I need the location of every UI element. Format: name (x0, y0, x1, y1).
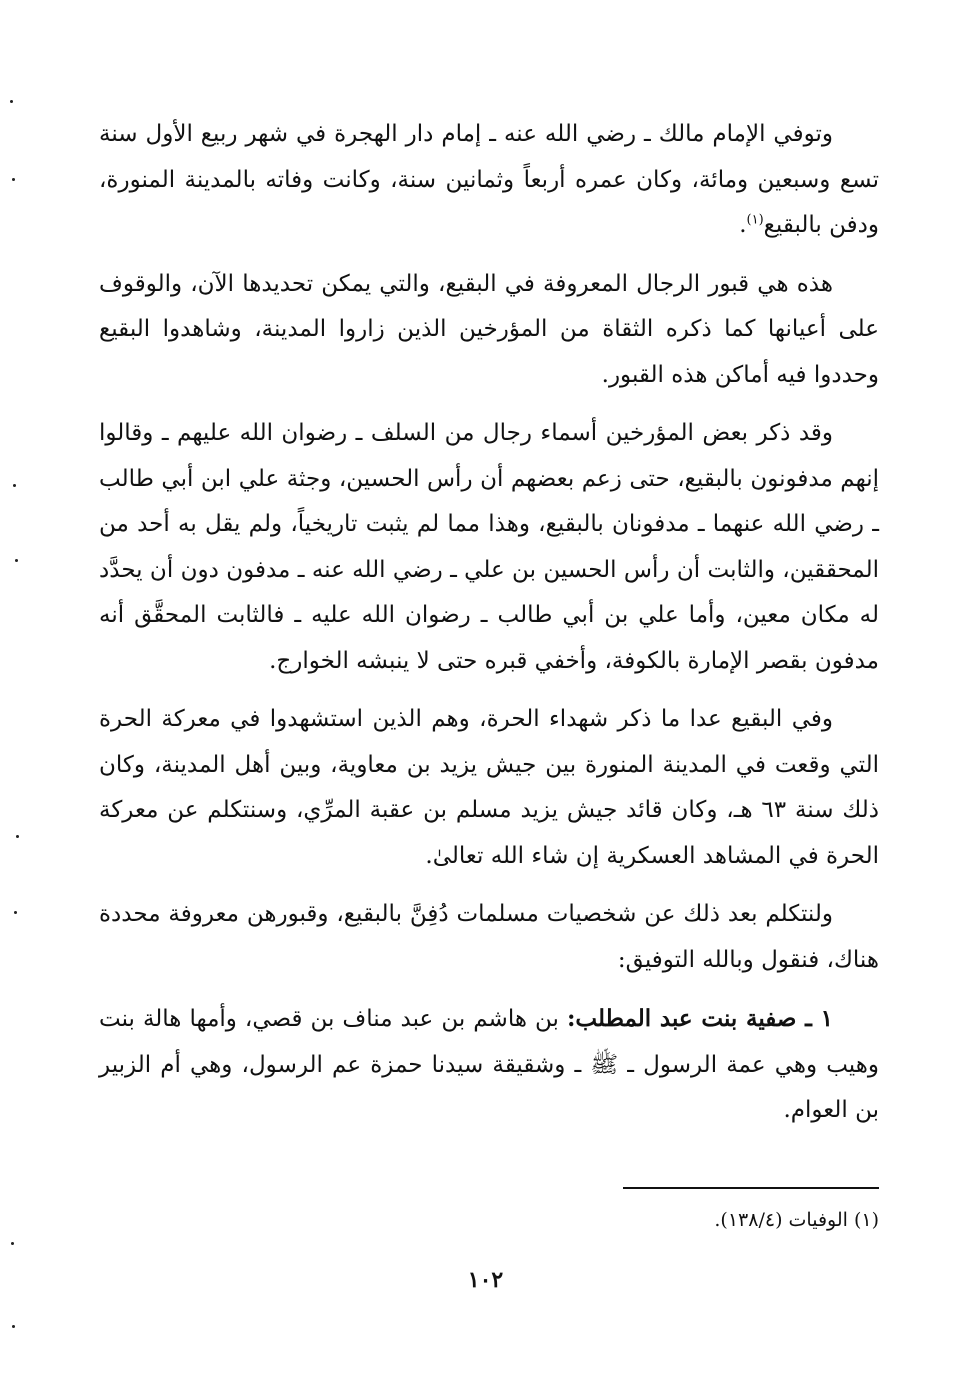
paragraph-text: ولنتكلم بعد ذلك عن شخصيات مسلمات دُفِنَّ بالبقيع، وقبورهن معروفة محددة هناك، فنقول وبالله التوفيق: (99, 901, 879, 973)
entry-title: ١ ـ صفية بنت عبد المطلب: (566, 1005, 834, 1032)
paragraph-text: وقد ذكر بعض المؤرخين أسماء رجال من السلف ـ رضوان الله عليهم ـ وقالوا إنهم مدفونون بالبقيع، حتى زعم بعضهم أن رأس الحسين، وجثة علي ابن أبي طالب ـ رضي الله عنهما ـ مدفونان بالبقيع، وهذا مما لم يثبت تاريخياً، ولم يقل به أحد من المحققين، والثابت أن رأس الحسين بن علي ـ رضي الله عنه ـ مدفون دون أن يحدَّد له مكان معين، وأما علي بن أبي طالب ـ رضوان الله عليه ـ فالثابت المحقَّق أنه مدفون بقصر الإمارة بالكوفة، وأخفي قبره حتى لا ينبشه الخوارج. (99, 420, 879, 674)
scan-speck (12, 178, 15, 181)
scan-speck (12, 1325, 15, 1328)
scan-speck (15, 559, 18, 562)
paragraph-safiyya-entry (99, 996, 879, 1134)
body-text (99, 112, 879, 1134)
paragraph-harra-martyrs (99, 697, 879, 879)
scan-speck (16, 835, 19, 838)
scan-speck (13, 484, 16, 487)
footnote-reference: (١) (746, 212, 764, 228)
footnote-divider (623, 1187, 879, 1189)
paragraph-end-punctuation: . (739, 212, 747, 238)
scan-speck (14, 911, 17, 914)
scan-speck (11, 1242, 14, 1245)
paragraph-women-intro (99, 892, 879, 983)
paragraph-text: وفي البقيع عدا ما ذكر شهداء الحرة، وهم الذين استشهدوا في معركة الحرة التي وقعت في المدينة المنورة بين جيش يزيد بن معاوية، وبين أهل المدينة، وكان ذلك سنة ٦٣ هـ، وكان قائد جيش يزيد مسلم بن عقبة المرِّي، وسنتكلم عن معركة الحرة في المشاهد العسكرية إن شاء الله تعالىٰ. (99, 706, 879, 869)
paragraph-known-graves (99, 262, 879, 399)
paragraph-text: وتوفي الإمام مالك ـ رضي الله عنه ـ إمام دار الهجرة في شهر ربيع الأول سنة تسع وسبعين ومائة، وكان عمره أربعاً وثمانين سنة، وكانت وفاته بالمدينة المنورة، ودفن بالبقيع (99, 121, 879, 238)
page-number: ١٠٢ (467, 1267, 504, 1293)
paragraph-disputed-burials (99, 411, 879, 684)
paragraph-text: بن هاشم بن عبد مناف بن قصي، وأمها هالة بنت وهيب وهي عمة الرسول ـ ﷺ ـ وشقيقة سيدنا حمزة عم الرسول، وهي أم الزبير بن العوام. (99, 1006, 879, 1123)
footnote: (١) الوفيات (١٣٨/٤). (714, 1209, 879, 1231)
paragraph-malik-death (99, 112, 879, 249)
scan-speck (10, 100, 13, 103)
paragraph-text: هذه هي قبور الرجال المعروفة في البقيع، والتي يمكن تحديدها الآن، والوقوف على أعيانها كما ذكره الثقاة من المؤرخين الذين زاروا المدينة، وشاهدوا البقيع وحددوا فيه أماكن هذه القبور. (99, 270, 879, 388)
